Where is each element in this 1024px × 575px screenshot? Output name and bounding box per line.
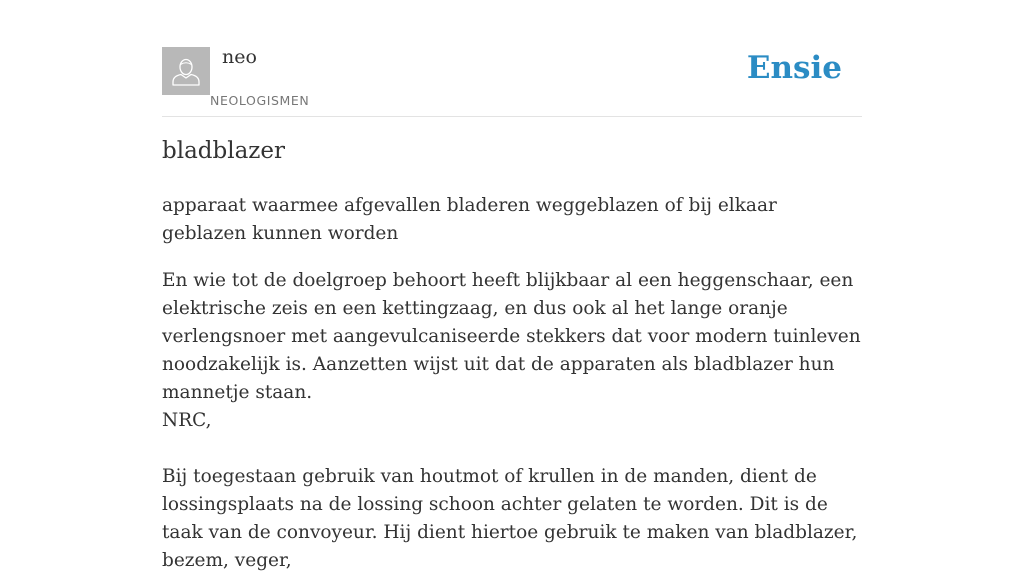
- example-quote-1: En wie tot de doelgroep behoort heeft blijkbaar al een heggenschaar, een elektrische zeis en een kettingzaag, en dus ook al het lange oranje verlengsnoer met aangevulcaniseerde stekkers dat voor modern tuinleven noodzakelijk is. Aanzetten wijst uit dat de apparaten als bladblazer hun mannetje staan.: [162, 270, 861, 403]
- entry-page: [162, 0, 862, 571]
- example-source-1: NRC,: [162, 410, 212, 431]
- author-username[interactable]: neo: [222, 46, 257, 68]
- entry-term: bladblazer: [162, 138, 286, 164]
- entry-header: [162, 0, 862, 117]
- user-silhouette-icon: [162, 47, 210, 95]
- ensie-logo-link[interactable]: Ensie: [746, 50, 842, 86]
- entry-definition: apparaat waarmee afgevallen bladeren weggeblazen of bij elkaar geblazen kunnen worden: [162, 195, 777, 244]
- category-label[interactable]: NEOLOGISMEN: [210, 93, 310, 108]
- entry-examples: [162, 267, 862, 575]
- example-spacer: [162, 435, 862, 463]
- user-avatar[interactable]: [162, 47, 210, 95]
- example-quote-2: Bij toegestaan gebruik van houtmot of krullen in de manden, dient de lossingsplaats na de lossing schoon achter gelaten te worden. Dit is de taak van de convoyeur. Hij dient hiertoe gebruik te maken van bladblazer, bezem, veger,: [162, 466, 858, 571]
